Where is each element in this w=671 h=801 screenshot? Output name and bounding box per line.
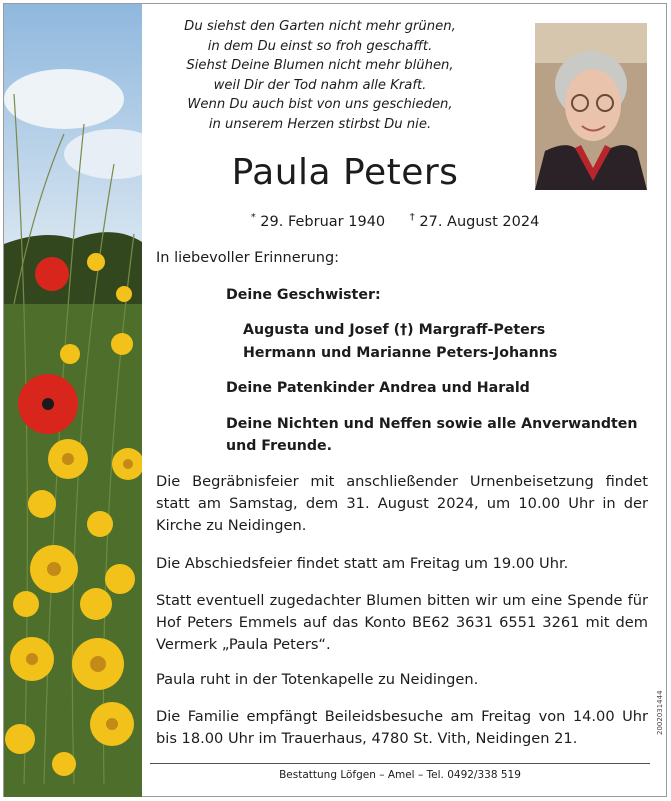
funeral-paragraph: Die Begräbnisfeier mit anschließender Urnenbeisetzung findet statt am Samstag, dem 31. August 2024, um 10.00 Uhr in der Kirche zu Neidingen. (156, 473, 648, 534)
poem-line: in unserem Herzen stirbst Du nie. (208, 116, 432, 132)
sibling-line: Augusta und Josef (†) Margraff-Peters (243, 322, 546, 338)
intro-text: In liebevoller Erinnerung: (156, 250, 340, 266)
poem-line: weil Dir der Tod nahm alle Kraft. (213, 77, 427, 93)
siblings-heading: Deine Geschwister: (226, 287, 381, 303)
portrait-photo (535, 23, 647, 190)
godchildren-line: Deine Patenkinder Andrea und Harald (226, 380, 530, 396)
birth-date-group (251, 214, 385, 230)
poem-line: Du siehst den Garten nicht mehr grünen, (184, 19, 456, 34)
death-symbol: † (409, 212, 415, 223)
poem-line: Siehst Deine Blumen nicht mehr blühen, (186, 58, 454, 74)
footer-divider (150, 763, 650, 764)
farewell-paragraph: Die Abschiedsfeier findet statt am Freitag um 19.00 Uhr. (156, 555, 569, 572)
death-date-group (410, 214, 540, 230)
flower-meadow-image (4, 4, 142, 797)
visits-paragraph: Die Familie empfängt Beileidsbesuche am Freitag von 14.00 Uhr bis 18.00 Uhr im Trauerhaus, 4780 St. Vith, Neidingen 21. (156, 708, 648, 747)
deceased-name: Paula Peters (231, 152, 459, 193)
memorial-poem (150, 17, 490, 135)
poem-line: in dem Du einst so froh geschafft. (207, 38, 433, 54)
death-date: 27. August 2024 (419, 213, 540, 230)
poem-line: Wenn Du auch bist von uns geschieden, (187, 97, 453, 113)
side-code: 2002031444 (656, 690, 664, 735)
nieces-line: Deine Nichten und Neffen sowie alle Anverwandten (226, 416, 638, 432)
life-dates (150, 212, 640, 230)
chapel-paragraph: Paula ruht in der Totenkapelle zu Neidingen. (156, 671, 479, 688)
nieces-line: und Freunde. (226, 438, 333, 454)
birth-date: 29. Februar 1940 (260, 213, 386, 230)
donation-paragraph: Statt eventuell zugedachter Blumen bitten wir um eine Spende für Hof Peters Emmels auf das Konto BE62 3631 6551 3261 mit dem Vermerk „Paula Peters“. (156, 592, 648, 653)
sibling-line: Hermann und Marianne Peters-Johanns (243, 345, 558, 361)
birth-symbol: * (250, 212, 256, 223)
funeral-home-footer: Bestattung Löfgen – Amel – Tel. 0492/338 519 (279, 769, 521, 781)
